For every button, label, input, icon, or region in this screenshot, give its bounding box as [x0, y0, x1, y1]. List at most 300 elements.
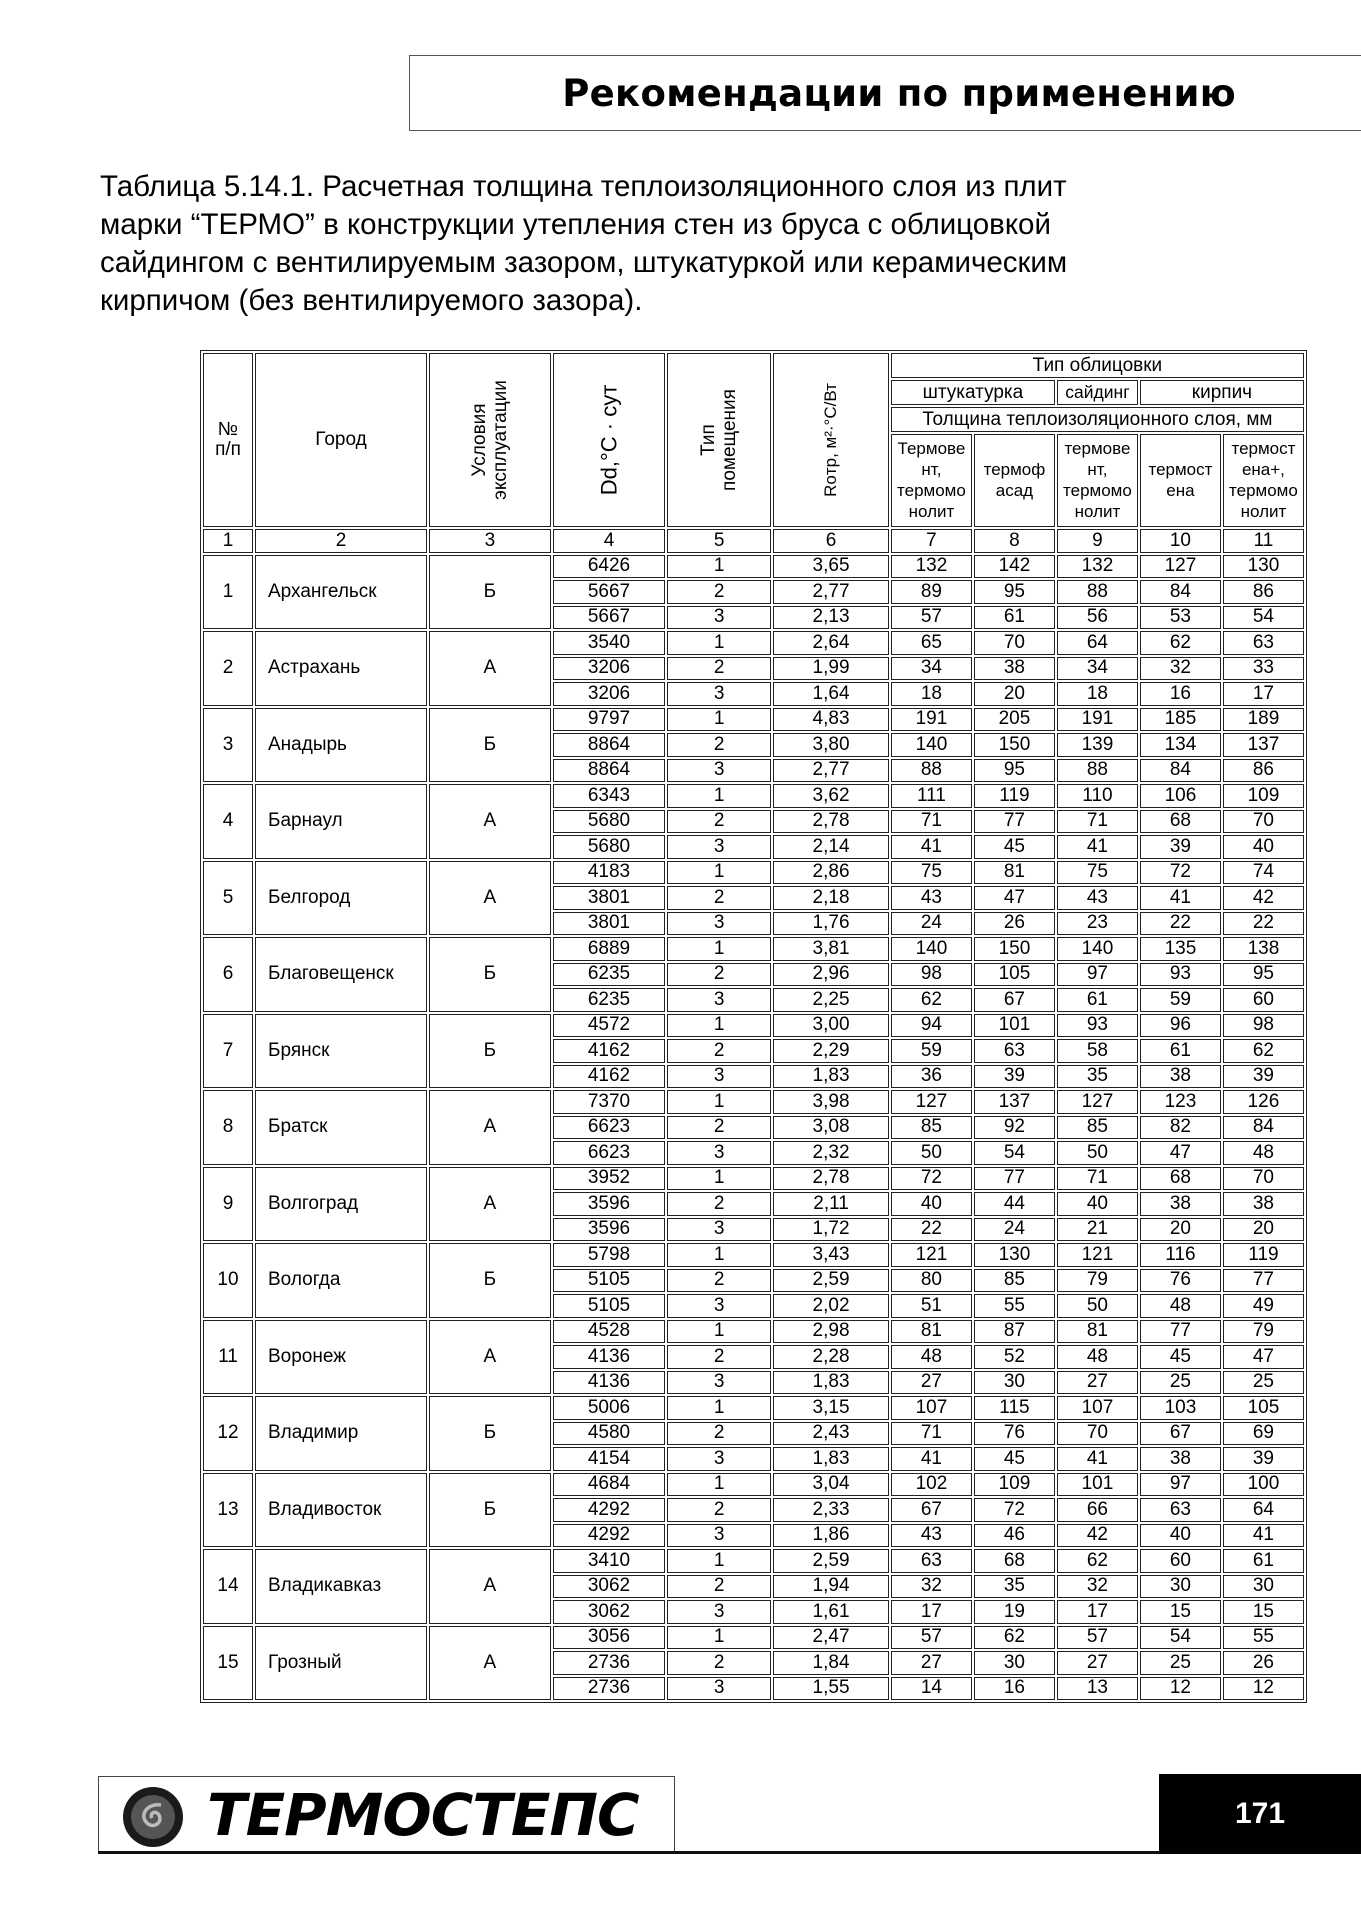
- table-cell: 9797: [553, 708, 666, 732]
- table-cell: 79: [1223, 1320, 1304, 1344]
- table-cell: 27: [891, 1651, 972, 1675]
- table-cell: 76: [974, 1422, 1055, 1446]
- insulation-table: [200, 350, 1307, 1703]
- table-cell: 2,59: [773, 1269, 889, 1293]
- table-row: [203, 861, 1304, 885]
- table-cell: 71: [891, 810, 972, 834]
- table-cell: 2: [667, 886, 771, 910]
- table-cell: 2: [667, 1422, 771, 1446]
- table-cell: 1: [667, 1626, 771, 1650]
- table-cell: 1,64: [773, 682, 889, 706]
- table-cell: 4154: [553, 1447, 666, 1471]
- header-siding: сайдинг: [1057, 380, 1138, 405]
- row-number: 3: [203, 708, 253, 783]
- row-conditions: А: [429, 861, 551, 936]
- table-cell: 2,02: [773, 1294, 889, 1318]
- table-cell: 1,83: [773, 1447, 889, 1471]
- table-cell: 62: [891, 988, 972, 1012]
- table-cell: 4183: [553, 861, 666, 885]
- header-dd-text: Dd,°C · сут: [595, 384, 621, 496]
- header-material-5: [1223, 434, 1304, 527]
- table-cell: 1: [667, 861, 771, 885]
- table-cell: 189: [1223, 708, 1304, 732]
- row-number: 5: [203, 861, 253, 936]
- table-row: [203, 1396, 1304, 1420]
- header-num-line1: №: [217, 419, 239, 440]
- row-number: 12: [203, 1396, 253, 1471]
- table-cell: 70: [974, 631, 1055, 655]
- table-cell: 48: [1223, 1141, 1304, 1165]
- table-cell: 68: [974, 1549, 1055, 1573]
- row-city: Владикавказ: [255, 1549, 427, 1624]
- table-cell: 43: [891, 1524, 972, 1548]
- header-material-line: нолит: [908, 502, 955, 522]
- table-cell: 32: [1140, 657, 1221, 681]
- column-number: 5: [667, 529, 771, 553]
- table-cell: 2: [667, 1575, 771, 1599]
- table-cell: 26: [974, 912, 1055, 936]
- table-cell: 93: [1057, 1014, 1138, 1038]
- table-cell: 111: [891, 784, 972, 808]
- table-cell: 3,15: [773, 1396, 889, 1420]
- table-cell: 75: [1057, 861, 1138, 885]
- table-cell: 3,98: [773, 1090, 889, 1114]
- table-cell: 95: [974, 759, 1055, 783]
- table-cell: 5798: [553, 1243, 666, 1267]
- table-cell: 2,86: [773, 861, 889, 885]
- table-cell: 103: [1140, 1396, 1221, 1420]
- table-cell: 42: [1057, 1524, 1138, 1548]
- table-cell: 121: [1057, 1243, 1138, 1267]
- table-cell: 18: [1057, 682, 1138, 706]
- table-cell: 98: [891, 963, 972, 987]
- table-cell: 80: [891, 1269, 972, 1293]
- table-cell: 4,83: [773, 708, 889, 732]
- table-cell: 57: [891, 1626, 972, 1650]
- column-number: 2: [255, 529, 427, 553]
- table-cell: 62: [1140, 631, 1221, 655]
- table-cell: 62: [1223, 1039, 1304, 1063]
- table-cell: 3206: [553, 657, 666, 681]
- table-cell: 135: [1140, 937, 1221, 961]
- table-cell: 150: [974, 937, 1055, 961]
- table-cell: 1: [667, 1473, 771, 1497]
- header-resistance: [773, 353, 889, 527]
- table-cell: 4292: [553, 1524, 666, 1548]
- table-cell: 191: [1057, 708, 1138, 732]
- table-cell: 2,43: [773, 1422, 889, 1446]
- table-cell: 1: [667, 784, 771, 808]
- table-cell: 27: [1057, 1651, 1138, 1675]
- table-cell: 4292: [553, 1498, 666, 1522]
- row-city: Братск: [255, 1090, 427, 1165]
- column-number: 11: [1223, 529, 1304, 553]
- row-number: 8: [203, 1090, 253, 1165]
- table-cell: 1,94: [773, 1575, 889, 1599]
- table-cell: 100: [1223, 1473, 1304, 1497]
- row-conditions: Б: [429, 1014, 551, 1089]
- column-number: 6: [773, 529, 889, 553]
- table-cell: 6623: [553, 1116, 666, 1140]
- table-cell: 101: [974, 1014, 1055, 1038]
- table-cell: 47: [1140, 1141, 1221, 1165]
- header-material-line: нт,: [1087, 460, 1108, 480]
- table-cell: 38: [1140, 1192, 1221, 1216]
- table-cell: 2,59: [773, 1549, 889, 1573]
- header-room-line2: помещения: [719, 389, 741, 491]
- table-cell: 191: [891, 708, 972, 732]
- table-cell: 5105: [553, 1294, 666, 1318]
- header-conditions: [429, 353, 551, 527]
- header-material-2: [974, 434, 1055, 527]
- table-cell: 3062: [553, 1600, 666, 1624]
- header-material-line: Термове: [897, 439, 966, 459]
- table-cell: 50: [1057, 1294, 1138, 1318]
- table-cell: 8864: [553, 733, 666, 757]
- table-cell: 2,78: [773, 810, 889, 834]
- table-cell: 2,64: [773, 631, 889, 655]
- table-cell: 87: [974, 1320, 1055, 1344]
- header-material-3: [1057, 434, 1138, 527]
- table-cell: 6623: [553, 1141, 666, 1165]
- header-room-line1: Тип: [698, 424, 720, 456]
- row-city: Волгоград: [255, 1167, 427, 1242]
- table-cell: 126: [1223, 1090, 1304, 1114]
- table-row: [203, 1549, 1304, 1573]
- table-cell: 137: [974, 1090, 1055, 1114]
- table-cell: 38: [1223, 1192, 1304, 1216]
- table-cell: 3: [667, 912, 771, 936]
- table-cell: 97: [1057, 963, 1138, 987]
- table-cell: 43: [891, 886, 972, 910]
- header-material-line: термомо: [1229, 481, 1298, 501]
- table-cell: 63: [974, 1039, 1055, 1063]
- table-cell: 3: [667, 682, 771, 706]
- table-cell: 4580: [553, 1422, 666, 1446]
- table-cell: 12: [1223, 1677, 1304, 1701]
- table-cell: 3: [667, 988, 771, 1012]
- table-cell: 77: [974, 810, 1055, 834]
- table-cell: 132: [1057, 555, 1138, 579]
- table-cell: 45: [1140, 1345, 1221, 1369]
- table-cell: 27: [891, 1371, 972, 1395]
- table-cell: 35: [974, 1575, 1055, 1599]
- table-row: [203, 708, 1304, 732]
- table-cell: 96: [1140, 1014, 1221, 1038]
- row-city: Воронеж: [255, 1320, 427, 1395]
- table-cell: 95: [974, 580, 1055, 604]
- table-cell: 6235: [553, 963, 666, 987]
- header-material-line: асад: [995, 481, 1034, 501]
- table-cell: 23: [1057, 912, 1138, 936]
- table-cell: 4162: [553, 1039, 666, 1063]
- table-cell: 77: [1140, 1320, 1221, 1344]
- row-conditions: Б: [429, 1396, 551, 1471]
- table-cell: 140: [1057, 937, 1138, 961]
- table-cell: 2: [667, 733, 771, 757]
- table-cell: 61: [974, 606, 1055, 630]
- row-city: Белгород: [255, 861, 427, 936]
- table-cell: 33: [1223, 657, 1304, 681]
- table-cell: 4684: [553, 1473, 666, 1497]
- table-cell: 2,77: [773, 759, 889, 783]
- table-cell: 39: [974, 1065, 1055, 1089]
- table-cell: 3,43: [773, 1243, 889, 1267]
- table-cell: 86: [1223, 580, 1304, 604]
- table-cell: 30: [1140, 1575, 1221, 1599]
- table-cell: 3: [667, 1524, 771, 1548]
- table-cell: 2: [667, 1345, 771, 1369]
- table-cell: 49: [1223, 1294, 1304, 1318]
- table-cell: 82: [1140, 1116, 1221, 1140]
- table-cell: 3062: [553, 1575, 666, 1599]
- table-cell: 32: [1057, 1575, 1138, 1599]
- table-row: [203, 631, 1304, 655]
- table-cell: 41: [1223, 1524, 1304, 1548]
- table-cell: 88: [891, 759, 972, 783]
- table-cell: 1: [667, 1320, 771, 1344]
- table-cell: 85: [891, 1116, 972, 1140]
- table-cell: 123: [1140, 1090, 1221, 1114]
- table-cell: 62: [1057, 1549, 1138, 1573]
- table-cell: 97: [1140, 1473, 1221, 1497]
- column-number: 3: [429, 529, 551, 553]
- table-cell: 3,80: [773, 733, 889, 757]
- table-cell: 72: [891, 1167, 972, 1191]
- table-cell: 70: [1057, 1422, 1138, 1446]
- table-cell: 1: [667, 1090, 771, 1114]
- table-cell: 59: [891, 1039, 972, 1063]
- table-cell: 140: [891, 733, 972, 757]
- table-cell: 40: [891, 1192, 972, 1216]
- table-cell: 3801: [553, 886, 666, 910]
- table-cell: 4572: [553, 1014, 666, 1038]
- row-conditions: А: [429, 1320, 551, 1395]
- table-cell: 2: [667, 810, 771, 834]
- table-cell: 56: [1057, 606, 1138, 630]
- table-cell: 3: [667, 1600, 771, 1624]
- table-cell: 205: [974, 708, 1055, 732]
- table-cell: 15: [1140, 1600, 1221, 1624]
- table-cell: 130: [974, 1243, 1055, 1267]
- table-cell: 3206: [553, 682, 666, 706]
- header-material-line: термост: [1231, 439, 1296, 459]
- table-cell: 15: [1223, 1600, 1304, 1624]
- table-cell: 3,62: [773, 784, 889, 808]
- caption-line: марки “ТЕРМО” в конструкции утепления стен из бруса с облицовкой: [100, 208, 1051, 241]
- table-cell: 41: [1140, 886, 1221, 910]
- row-conditions: Б: [429, 555, 551, 630]
- table-cell: 3801: [553, 912, 666, 936]
- caption-line: сайдингом с вентилируемым зазором, штукатуркой или керамическим: [100, 246, 1068, 279]
- table-cell: 57: [891, 606, 972, 630]
- table-cell: 17: [1223, 682, 1304, 706]
- table-cell: 1: [667, 1396, 771, 1420]
- table-cell: 79: [1057, 1269, 1138, 1293]
- table-cell: 39: [1223, 1447, 1304, 1471]
- table-cell: 5680: [553, 810, 666, 834]
- table-cell: 13: [1057, 1677, 1138, 1701]
- header-num-line2: п/п: [215, 439, 241, 460]
- header-material-line: нолит: [1240, 502, 1287, 522]
- table-cell: 22: [1140, 912, 1221, 936]
- table-cell: 3410: [553, 1549, 666, 1573]
- table-cell: 1: [667, 631, 771, 655]
- table-cell: 138: [1223, 937, 1304, 961]
- table-cell: 142: [974, 555, 1055, 579]
- table-cell: 107: [891, 1396, 972, 1420]
- table-cell: 19: [974, 1600, 1055, 1624]
- row-number: 10: [203, 1243, 253, 1318]
- table-cell: 1,84: [773, 1651, 889, 1675]
- row-number: 4: [203, 784, 253, 859]
- table-cell: 1,61: [773, 1600, 889, 1624]
- section-header: [409, 55, 1361, 131]
- table-cell: 3: [667, 1065, 771, 1089]
- table-cell: 71: [1057, 1167, 1138, 1191]
- table-cell: 127: [891, 1090, 972, 1114]
- row-city: Астрахань: [255, 631, 427, 706]
- table-cell: 50: [891, 1141, 972, 1165]
- table-cell: 2: [667, 1498, 771, 1522]
- row-number: 2: [203, 631, 253, 706]
- table-cell: 20: [974, 682, 1055, 706]
- table-cell: 68: [1140, 1167, 1221, 1191]
- table-cell: 85: [974, 1269, 1055, 1293]
- table-cell: 81: [891, 1320, 972, 1344]
- table-cell: 3: [667, 1218, 771, 1242]
- table-cell: 1,86: [773, 1524, 889, 1548]
- column-number: 4: [553, 529, 666, 553]
- table-cell: 3: [667, 835, 771, 859]
- table-cell: 105: [974, 963, 1055, 987]
- table-cell: 67: [1140, 1422, 1221, 1446]
- column-number: 10: [1140, 529, 1221, 553]
- insulation-table-wrapper: [200, 350, 1307, 1703]
- table-cell: 1: [667, 1014, 771, 1038]
- brand-box: [98, 1776, 675, 1853]
- caption-line: Таблица 5.14.1. Расчетная толщина теплоизоляционного слоя из плит: [100, 170, 1067, 203]
- table-cell: 3: [667, 1447, 771, 1471]
- table-cell: 39: [1223, 1065, 1304, 1089]
- table-cell: 20: [1140, 1218, 1221, 1242]
- table-cell: 101: [1057, 1473, 1138, 1497]
- row-number: 6: [203, 937, 253, 1012]
- table-cell: 2736: [553, 1651, 666, 1675]
- table-cell: 5667: [553, 580, 666, 604]
- row-number: 7: [203, 1014, 253, 1089]
- table-cell: 6343: [553, 784, 666, 808]
- table-cell: 127: [1140, 555, 1221, 579]
- brand-logo-icon: [121, 1785, 185, 1849]
- row-conditions: А: [429, 1549, 551, 1624]
- table-cell: 119: [974, 784, 1055, 808]
- table-cell: 3,04: [773, 1473, 889, 1497]
- table-cell: 40: [1140, 1524, 1221, 1548]
- table-cell: 64: [1057, 631, 1138, 655]
- table-cell: 1,72: [773, 1218, 889, 1242]
- table-cell: 1: [667, 1167, 771, 1191]
- table-cell: 130: [1223, 555, 1304, 579]
- table-cell: 3,65: [773, 555, 889, 579]
- table-cell: 65: [891, 631, 972, 655]
- table-cell: 60: [1223, 988, 1304, 1012]
- table-cell: 67: [891, 1498, 972, 1522]
- table-cell: 71: [891, 1422, 972, 1446]
- table-cell: 30: [974, 1371, 1055, 1395]
- table-cell: 2,98: [773, 1320, 889, 1344]
- table-cell: 17: [891, 1600, 972, 1624]
- table-row: [203, 555, 1304, 579]
- table-cell: 140: [891, 937, 972, 961]
- row-conditions: Б: [429, 937, 551, 1012]
- header-facing-type: Тип облицовки: [891, 353, 1304, 378]
- table-cell: 32: [891, 1575, 972, 1599]
- header-r-text: Roтр, м²·°С/Вт: [821, 383, 841, 497]
- table-cell: 35: [1057, 1065, 1138, 1089]
- header-room-type: [667, 353, 771, 527]
- table-cell: 1: [667, 937, 771, 961]
- table-cell: 2,77: [773, 580, 889, 604]
- row-city: Анадырь: [255, 708, 427, 783]
- table-cell: 88: [1057, 580, 1138, 604]
- table-cell: 75: [891, 861, 972, 885]
- table-cell: 5667: [553, 606, 666, 630]
- table-row: [203, 937, 1304, 961]
- table-cell: 2: [667, 1116, 771, 1140]
- column-number: 8: [974, 529, 1055, 553]
- table-row: [203, 1320, 1304, 1344]
- table-cell: 2,14: [773, 835, 889, 859]
- header-material-line: термомо: [1063, 481, 1132, 501]
- table-cell: 12: [1140, 1677, 1221, 1701]
- table-cell: 8864: [553, 759, 666, 783]
- row-city: Грозный: [255, 1626, 427, 1701]
- table-cell: 60: [1140, 1549, 1221, 1573]
- table-cell: 26: [1223, 1651, 1304, 1675]
- row-conditions: Б: [429, 1473, 551, 1548]
- table-cell: 39: [1140, 835, 1221, 859]
- table-cell: 63: [891, 1549, 972, 1573]
- table-cell: 127: [1057, 1090, 1138, 1114]
- column-number: 1: [203, 529, 253, 553]
- table-cell: 61: [1057, 988, 1138, 1012]
- table-cell: 54: [1223, 606, 1304, 630]
- table-cell: 2,13: [773, 606, 889, 630]
- table-row: [203, 784, 1304, 808]
- brand-name: ТЕРМОСТЕПС: [207, 1781, 639, 1849]
- table-cell: 88: [1057, 759, 1138, 783]
- header-num: [203, 353, 253, 527]
- table-cell: 53: [1140, 606, 1221, 630]
- table-cell: 47: [1223, 1345, 1304, 1369]
- table-cell: 2,28: [773, 1345, 889, 1369]
- table-cell: 98: [1223, 1014, 1304, 1038]
- row-conditions: А: [429, 1626, 551, 1701]
- row-number: 14: [203, 1549, 253, 1624]
- table-cell: 68: [1140, 810, 1221, 834]
- table-cell: 1,83: [773, 1065, 889, 1089]
- row-conditions: А: [429, 784, 551, 859]
- table-cell: 70: [1223, 810, 1304, 834]
- table-cell: 24: [974, 1218, 1055, 1242]
- table-cell: 185: [1140, 708, 1221, 732]
- table-cell: 150: [974, 733, 1055, 757]
- header-material-line: термове: [1064, 439, 1131, 459]
- table-row: [203, 1626, 1304, 1650]
- table-cell: 41: [891, 835, 972, 859]
- table-cell: 14: [891, 1677, 972, 1701]
